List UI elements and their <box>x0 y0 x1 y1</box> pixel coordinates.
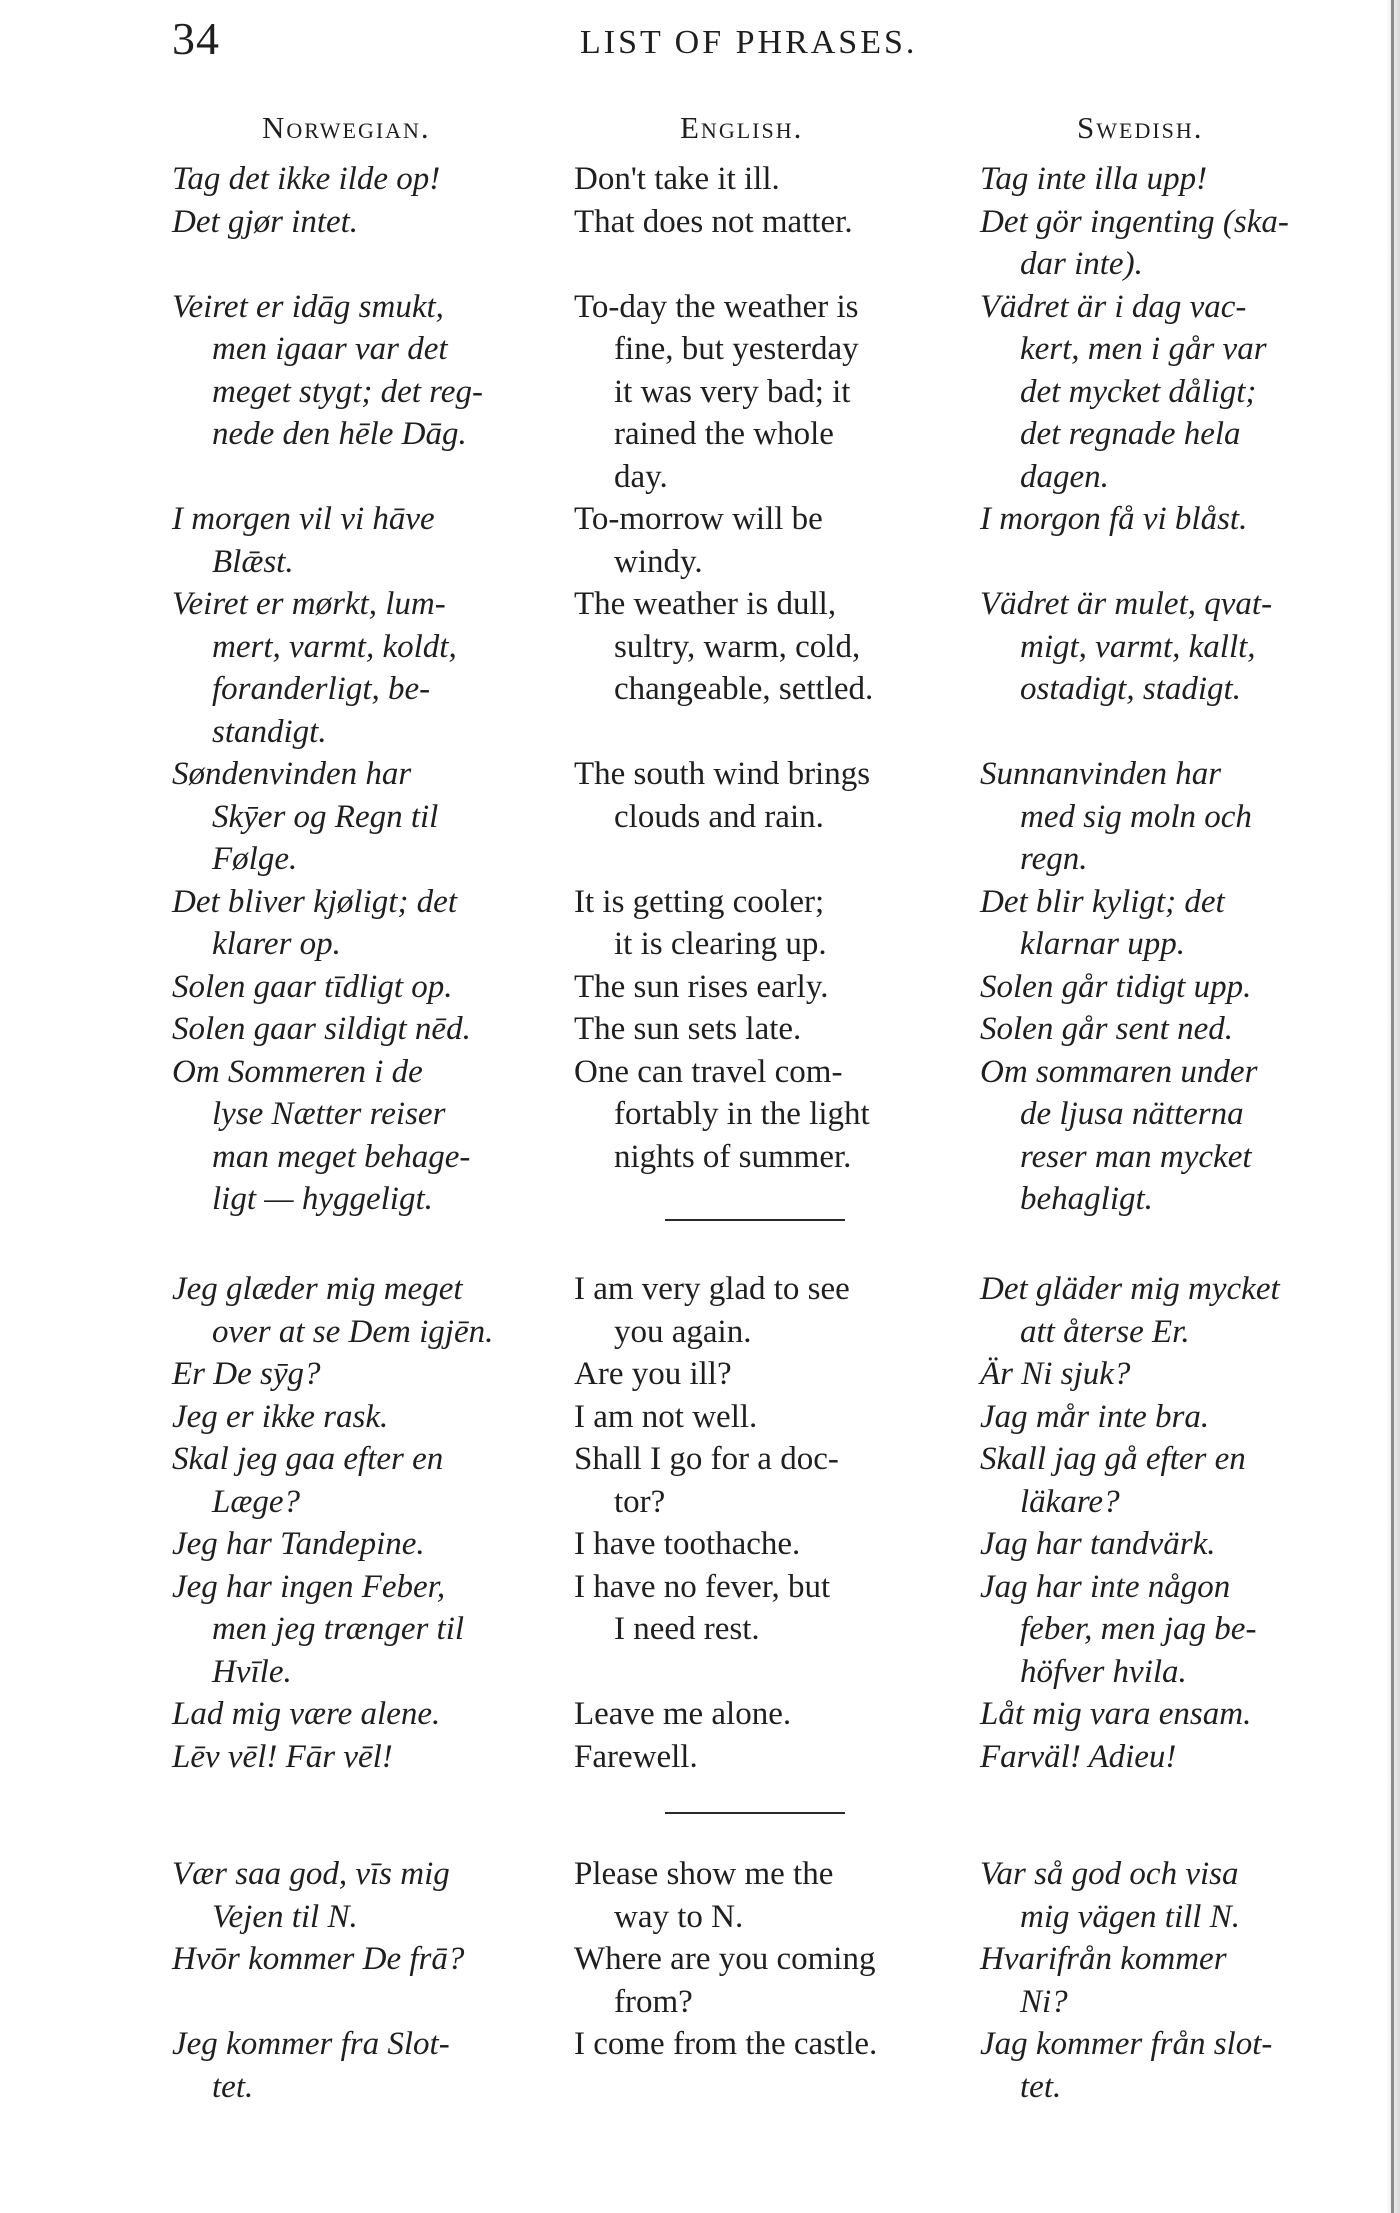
phrase-line: feber, men jag be- <box>1020 1611 1257 1647</box>
phrase-line: It is getting cooler; <box>574 883 825 920</box>
phrase-english <box>574 201 980 244</box>
phrase-line: Søndenvinden har <box>172 756 412 792</box>
phrase-line: Solen gaar tīdligt op. <box>172 968 453 1005</box>
phrase-line: tet. <box>1020 2068 1062 2105</box>
phrase-line: The south wind brings <box>574 756 871 792</box>
phrase-line: Var så god och visa <box>980 1856 1239 1892</box>
phrase-line: tor? <box>614 1483 666 1520</box>
phrase-line: That does not matter. <box>574 203 853 240</box>
phrase-swedish <box>980 583 1352 711</box>
phrase-english <box>574 1938 980 2023</box>
phrase-line: reser man mycket <box>1020 1138 1252 1175</box>
phrase-line: Hvīle. <box>212 1653 292 1690</box>
phrase-norwegian <box>172 201 574 244</box>
phrase-swedish <box>980 2023 1352 2108</box>
phrase-line: Är Ni sjuk? <box>980 1356 1131 1392</box>
phrase-line: Don't take it ill. <box>574 161 780 197</box>
phrase-line: Jeg glæder mig meget <box>172 1271 463 1307</box>
phrase-line: Farewell. <box>574 1738 698 1775</box>
column-header-swedish: Swedish. <box>1077 110 1204 145</box>
phrase-english <box>574 1853 980 1938</box>
phrase-section-directions <box>172 1853 1352 2108</box>
phrase-line: windy. <box>614 543 703 580</box>
phrase-row <box>172 1353 1352 1396</box>
phrase-norwegian <box>172 1693 574 1736</box>
phrase-line: med sig moln och <box>1020 798 1252 835</box>
phrase-line: Tag det ikke ilde op! <box>172 161 441 197</box>
phrase-line: Jag mår inte bra. <box>980 1398 1210 1435</box>
phrase-line: läkare? <box>1020 1483 1120 1520</box>
phrase-english <box>574 1051 980 1179</box>
phrase-swedish <box>980 1566 1352 1694</box>
phrase-line: fine, but yesterday <box>614 331 859 367</box>
phrase-english <box>574 286 980 499</box>
phrase-english <box>574 1268 980 1353</box>
phrase-line: Jag har inte någon <box>980 1568 1231 1605</box>
phrase-swedish <box>980 286 1352 499</box>
phrase-norwegian <box>172 753 574 881</box>
phrase-line: Jag har tandvärk. <box>980 1526 1216 1562</box>
phrase-line: nede den hēle Dāg. <box>212 416 467 452</box>
phrase-line: Hvōr kommer De frā? <box>172 1941 465 1977</box>
phrase-swedish <box>980 158 1352 201</box>
phrase-english <box>574 1693 980 1736</box>
phrase-norwegian <box>172 1396 574 1439</box>
phrase-line: Tag inte illa upp! <box>980 161 1208 197</box>
phrase-line: mert, varmt, koldt, <box>212 628 457 665</box>
phrase-line: klarer op. <box>212 926 341 962</box>
phrase-line: Sunnanvinden har <box>980 756 1222 792</box>
phrase-norwegian <box>172 1051 574 1221</box>
phrase-line: klarnar upp. <box>1020 926 1185 962</box>
phrase-section-health <box>172 1268 1352 1778</box>
section-divider <box>665 1812 845 1814</box>
phrase-line: To-day the weather is <box>574 288 859 325</box>
phrase-english <box>574 498 980 583</box>
phrase-norwegian <box>172 881 574 966</box>
phrase-line: Følge. <box>212 841 298 877</box>
phrase-line: Vädret är i dag vac- <box>980 288 1247 325</box>
phrase-swedish <box>980 1008 1352 1051</box>
phrase-line: mig vägen till N. <box>1020 1898 1240 1935</box>
phrase-swedish <box>980 1396 1352 1439</box>
phrase-english <box>574 881 980 966</box>
phrase-swedish <box>980 1736 1352 1779</box>
phrase-norwegian <box>172 1438 574 1523</box>
phrase-row <box>172 286 1352 499</box>
phrase-row <box>172 1438 1352 1523</box>
phrase-line: men jeg trænger til <box>212 1611 465 1647</box>
phrase-line: meget stygt; det reg- <box>212 373 483 410</box>
phrase-norwegian <box>172 1566 574 1694</box>
phrase-row <box>172 966 1352 1009</box>
phrase-section-weather <box>172 158 1352 1221</box>
phrase-line: Leave me alone. <box>574 1696 792 1732</box>
phrase-norwegian <box>172 498 574 583</box>
phrase-line: One can travel com- <box>574 1053 843 1090</box>
phrase-line: kert, men i går var <box>1020 331 1267 367</box>
phrase-line: det regnade hela <box>1020 416 1241 452</box>
phrase-norwegian <box>172 1523 574 1566</box>
phrase-line: att återse Er. <box>1020 1313 1190 1350</box>
phrase-swedish <box>980 1438 1352 1523</box>
phrase-english <box>574 1523 980 1566</box>
phrase-line: fortably in the light <box>614 1096 870 1132</box>
phrase-line: Hvarifrån kommer <box>980 1941 1227 1977</box>
phrase-line: over at se Dem igjēn. <box>212 1313 494 1350</box>
phrase-swedish <box>980 1523 1352 1566</box>
phrase-line: Please show me the <box>574 1856 834 1892</box>
phrase-line: Læge? <box>212 1483 301 1520</box>
phrase-line: Låt mig vara ensam. <box>980 1696 1252 1732</box>
phrase-english <box>574 1008 980 1051</box>
phrase-english <box>574 1438 980 1523</box>
phrase-line: rained the whole <box>614 416 834 452</box>
phrase-row <box>172 1268 1352 1353</box>
phrase-line: I come from the castle. <box>574 2026 878 2062</box>
phrase-line: changeable, settled. <box>614 671 874 707</box>
column-headers <box>172 110 1352 150</box>
phrase-line: migt, varmt, kallt, <box>1020 628 1256 665</box>
phrase-line: Vær saa god, vīs mig <box>172 1856 450 1892</box>
phrase-line: Vädret är mulet, qvat- <box>980 586 1273 622</box>
phrase-line: I morgen vil vi hāve <box>172 501 435 537</box>
phrase-swedish <box>980 498 1352 541</box>
phrase-line: Det gör ingenting (ska- <box>980 203 1289 240</box>
phrase-line: clouds and rain. <box>614 798 824 835</box>
phrase-line: Farväl! Adieu! <box>980 1738 1177 1775</box>
phrase-line: Where are you coming <box>574 1941 876 1977</box>
phrase-row <box>172 1396 1352 1439</box>
phrase-line: you again. <box>614 1313 752 1350</box>
phrase-norwegian <box>172 1353 574 1396</box>
phrase-swedish <box>980 1051 1352 1221</box>
phrase-norwegian <box>172 2023 574 2108</box>
phrase-line: det mycket dåligt; <box>1020 373 1257 410</box>
phrase-swedish <box>980 1693 1352 1736</box>
phrase-swedish <box>980 1268 1352 1353</box>
section-divider <box>665 1219 845 1221</box>
phrase-line: Shall I go for a doc- <box>574 1441 839 1477</box>
phrase-norwegian <box>172 583 574 753</box>
phrase-row <box>172 1736 1352 1779</box>
phrase-english <box>574 2023 980 2066</box>
phrase-line: The weather is dull, <box>574 586 837 622</box>
phrase-row <box>172 1853 1352 1938</box>
phrase-row <box>172 583 1352 753</box>
phrase-line: Jeg kommer fra Slot- <box>172 2026 450 2062</box>
phrase-row <box>172 1566 1352 1694</box>
phrase-line: I have toothache. <box>574 1526 801 1562</box>
phrase-english <box>574 1566 980 1651</box>
phrase-norwegian <box>172 286 574 456</box>
phrase-line: Skȳer og Regn til <box>212 798 439 835</box>
phrase-line: Jeg er ikke rask. <box>172 1398 389 1435</box>
phrase-line: ligt — hyggeligt. <box>212 1181 433 1217</box>
phrase-english <box>574 1736 980 1779</box>
phrase-line: höfver hvila. <box>1020 1653 1187 1690</box>
phrase-line: it is clearing up. <box>614 926 827 962</box>
phrase-row <box>172 1008 1352 1051</box>
phrase-english <box>574 753 980 838</box>
column-header-english: English. <box>680 110 804 145</box>
phrase-line: ostadigt, stadigt. <box>1020 671 1241 707</box>
phrase-line: Det gjør intet. <box>172 203 359 240</box>
phrase-line: I am not well. <box>574 1398 758 1435</box>
phrase-line: nights of summer. <box>614 1138 852 1175</box>
phrase-line: Are you ill? <box>574 1356 732 1392</box>
phrase-line: Det bliver kjøligt; det <box>172 883 457 920</box>
phrase-line: The sun rises early. <box>574 968 829 1005</box>
phrase-line: man meget behage- <box>212 1138 471 1175</box>
phrase-line: Om Sommeren i de <box>172 1053 423 1090</box>
phrase-line: Jag kommer från slot- <box>980 2026 1273 2062</box>
phrase-row <box>172 1938 1352 2023</box>
phrase-line: Veiret er idāg smukt, <box>172 288 444 325</box>
phrase-line: Lad mig være alene. <box>172 1696 441 1732</box>
phrase-english <box>574 158 980 201</box>
phrase-line: I need rest. <box>614 1611 760 1647</box>
phrase-row <box>172 1523 1352 1566</box>
phrase-row <box>172 881 1352 966</box>
phrase-line: dagen. <box>1020 458 1109 495</box>
phrase-row <box>172 201 1352 286</box>
page-number: 34 <box>172 13 220 64</box>
phrase-english <box>574 966 980 1009</box>
phrase-line: Vejen til N. <box>212 1898 358 1935</box>
phrase-line: men igaar var det <box>212 331 448 367</box>
phrase-english <box>574 1353 980 1396</box>
phrase-line: Jeg har ingen Feber, <box>172 1568 446 1605</box>
phrase-line: Skal jeg gaa efter en <box>172 1441 444 1477</box>
phrase-line: day. <box>614 458 668 495</box>
phrase-line: Det blir kyligt; det <box>980 883 1225 920</box>
phrase-english <box>574 583 980 711</box>
phrase-swedish <box>980 201 1352 286</box>
phrase-line: Veiret er mørkt, lum- <box>172 586 446 622</box>
page-edge-line <box>1391 0 1394 2213</box>
phrase-english <box>574 1396 980 1439</box>
phrase-norwegian <box>172 1008 574 1051</box>
phrase-norwegian <box>172 1938 574 1981</box>
phrase-norwegian <box>172 158 574 201</box>
phrase-line: regn. <box>1020 841 1088 877</box>
phrase-line: Blǣst. <box>212 543 294 580</box>
phrase-line: standigt. <box>212 713 327 750</box>
phrase-line: way to N. <box>614 1898 744 1935</box>
phrase-row <box>172 158 1352 201</box>
phrase-row <box>172 753 1352 881</box>
phrase-line: Lēv vēl! Fār vēl! <box>172 1738 393 1775</box>
phrase-line: behagligt. <box>1020 1181 1153 1217</box>
phrase-line: The sun sets late. <box>574 1011 802 1047</box>
phrase-swedish <box>980 966 1352 1009</box>
phrase-swedish <box>980 1938 1352 2023</box>
phrase-line: tet. <box>212 2068 254 2105</box>
phrase-swedish <box>980 753 1352 881</box>
phrase-line: Ni? <box>1020 1983 1068 2020</box>
phrase-line: I have no fever, but <box>574 1568 831 1605</box>
phrase-line: Det gläder mig mycket <box>980 1271 1280 1307</box>
phrase-line: I am very glad to see <box>574 1271 850 1307</box>
phrase-line: Jeg har Tandepine. <box>172 1526 425 1562</box>
phrase-line: To-morrow will be <box>574 501 823 537</box>
phrase-swedish <box>980 1353 1352 1396</box>
phrase-line: Solen går sent ned. <box>980 1011 1233 1047</box>
phrase-line: lyse Nætter reiser <box>212 1096 446 1132</box>
running-head: LIST OF PHRASES. <box>580 24 918 61</box>
phrase-norwegian <box>172 966 574 1009</box>
phrase-row <box>172 1051 1352 1221</box>
phrase-line: Solen går tidigt upp. <box>980 968 1252 1005</box>
phrase-line: dar inte). <box>1020 246 1143 282</box>
phrase-line: from? <box>614 1983 693 2020</box>
phrase-norwegian <box>172 1736 574 1779</box>
column-header-norwegian: Norwegian. <box>262 110 431 145</box>
phrase-line: it was very bad; it <box>614 373 851 410</box>
phrase-swedish <box>980 1853 1352 1938</box>
phrase-line: Om sommaren under <box>980 1053 1258 1090</box>
phrase-row <box>172 2023 1352 2108</box>
phrase-line: Er De sȳg? <box>172 1356 321 1392</box>
phrase-row <box>172 498 1352 583</box>
phrase-line: sultry, warm, cold, <box>614 628 861 665</box>
phrase-norwegian <box>172 1853 574 1938</box>
phrase-line: Solen gaar sildigt nēd. <box>172 1011 471 1047</box>
phrase-row <box>172 1693 1352 1736</box>
phrase-line: foranderligt, be- <box>212 671 431 707</box>
phrase-line: I morgon få vi blåst. <box>980 501 1248 537</box>
phrase-norwegian <box>172 1268 574 1353</box>
phrase-line: de ljusa nätterna <box>1020 1096 1244 1132</box>
phrase-swedish <box>980 881 1352 966</box>
phrase-line: Skall jag gå efter en <box>980 1441 1246 1477</box>
